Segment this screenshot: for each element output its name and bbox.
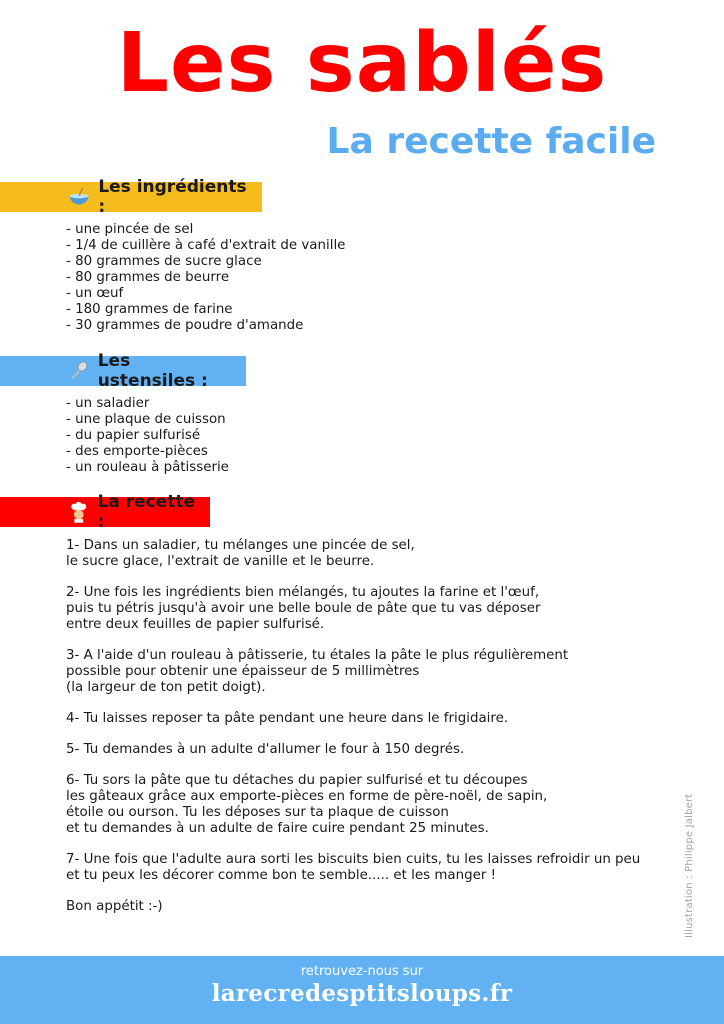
recipe-step [66, 742, 666, 758]
list-item: - 30 grammes de poudre d'amande [66, 318, 345, 334]
list-item: - un rouleau à pâtisserie [66, 460, 229, 476]
list-item: - 1/4 de cuillère à café d'extrait de vanille [66, 238, 345, 254]
list-item: - des emporte-pièces [66, 444, 229, 460]
page-title: Les sablés [116, 16, 608, 111]
recipe-step-line: 6- Tu sors la pâte que tu détaches du papier sulfurisé et tu découpes [66, 773, 528, 788]
list-item: - un œuf [66, 286, 345, 302]
recipe-step [66, 899, 666, 915]
step-gap [66, 696, 666, 711]
mixing-bowl-icon [68, 185, 90, 209]
step-gap [66, 758, 666, 773]
list-item: - 80 grammes de beurre [66, 270, 345, 286]
step-gap [66, 727, 666, 742]
recipe-step-line: (la largeur de ton petit doigt). [66, 680, 266, 695]
recipe-step-line: Bon appétit :-) [66, 899, 163, 914]
section-header-utensils [0, 351, 246, 391]
step-gap [66, 884, 666, 899]
step-gap [66, 837, 666, 852]
list-item: - du papier sulfurisé [66, 428, 229, 444]
recipe-step [66, 773, 666, 837]
spoon-icon [68, 359, 90, 383]
section-title: La recette : [97, 492, 195, 532]
recipe-step [66, 585, 666, 633]
recipe-step [66, 852, 666, 884]
recipe-step-line: 4- Tu laisses reposer ta pâte pendant une heure dans le frigidaire. [66, 711, 509, 726]
list-item: - 80 grammes de sucre glace [66, 254, 345, 270]
recipe-steps [66, 538, 666, 915]
section-title: Les ingrédients : [98, 177, 247, 217]
recipe-step-line: puis tu pétris jusqu'à avoir une belle boule de pâte que tu vas déposer [66, 601, 541, 616]
section-header-ingredients [0, 177, 262, 217]
recipe-step-line: les gâteaux grâce aux emporte-pièces en forme de père-noël, de sapin, [66, 789, 548, 804]
illustration-credit: Illustration : Philippe Jalbert [684, 793, 695, 938]
recipe-step-line: le sucre glace, l'extrait de vanille et le beurre. [66, 554, 375, 569]
section-title: Les ustensiles : [97, 351, 208, 391]
recipe-step-line: 1- Dans un saladier, tu mélanges une pincée de sel, [66, 538, 415, 553]
list-item: - 180 grammes de farine [66, 302, 345, 318]
utensils-list [66, 396, 229, 476]
footer-caption: retrouvez-nous sur [300, 964, 424, 979]
footer [0, 956, 724, 1024]
recipe-step-line: 2- Une fois les ingrédients bien mélangés, tu ajoutes la farine et l'œuf, [66, 585, 540, 600]
recipe-step-line: possible pour obtenir une épaisseur de 5 millimètres [66, 664, 420, 679]
list-item: - un saladier [66, 396, 229, 412]
page-subtitle: La recette facile [326, 121, 656, 162]
recipe-step-line: étoile ou ourson. Tu les déposes sur ta plaque de cuisson [66, 805, 449, 820]
footer-website-link[interactable]: larecredesptitsloups.fr [211, 980, 513, 1007]
recipe-step-line: 3- A l'aide d'un rouleau à pâtisserie, tu étales la pâte le plus régulièrement [66, 648, 569, 663]
recipe-step-line: entre deux feuilles de papier sulfurisé. [66, 617, 325, 632]
recipe-step [66, 648, 666, 696]
list-item: - une plaque de cuisson [66, 412, 229, 428]
recipe-step-line: et tu demandes à un adulte de faire cuire pendant 25 minutes. [66, 821, 489, 836]
recipe-step [66, 711, 666, 727]
step-gap [66, 633, 666, 648]
recipe-step-line: 7- Une fois que l'adulte aura sorti les biscuits bien cuits, tu les laisses refroidir un peu [66, 852, 641, 867]
ingredients-list [66, 222, 345, 334]
recipe-step-line: et tu peux les décorer comme bon te semble..... et les manger ! [66, 868, 496, 883]
section-header-recipe [0, 492, 210, 532]
recipe-step-line: 5- Tu demandes à un adulte d'allumer le four à 150 degrés. [66, 742, 465, 757]
chef-icon [68, 500, 89, 524]
list-item: - une pincée de sel [66, 222, 345, 238]
recipe-step [66, 538, 666, 570]
step-gap [66, 570, 666, 585]
